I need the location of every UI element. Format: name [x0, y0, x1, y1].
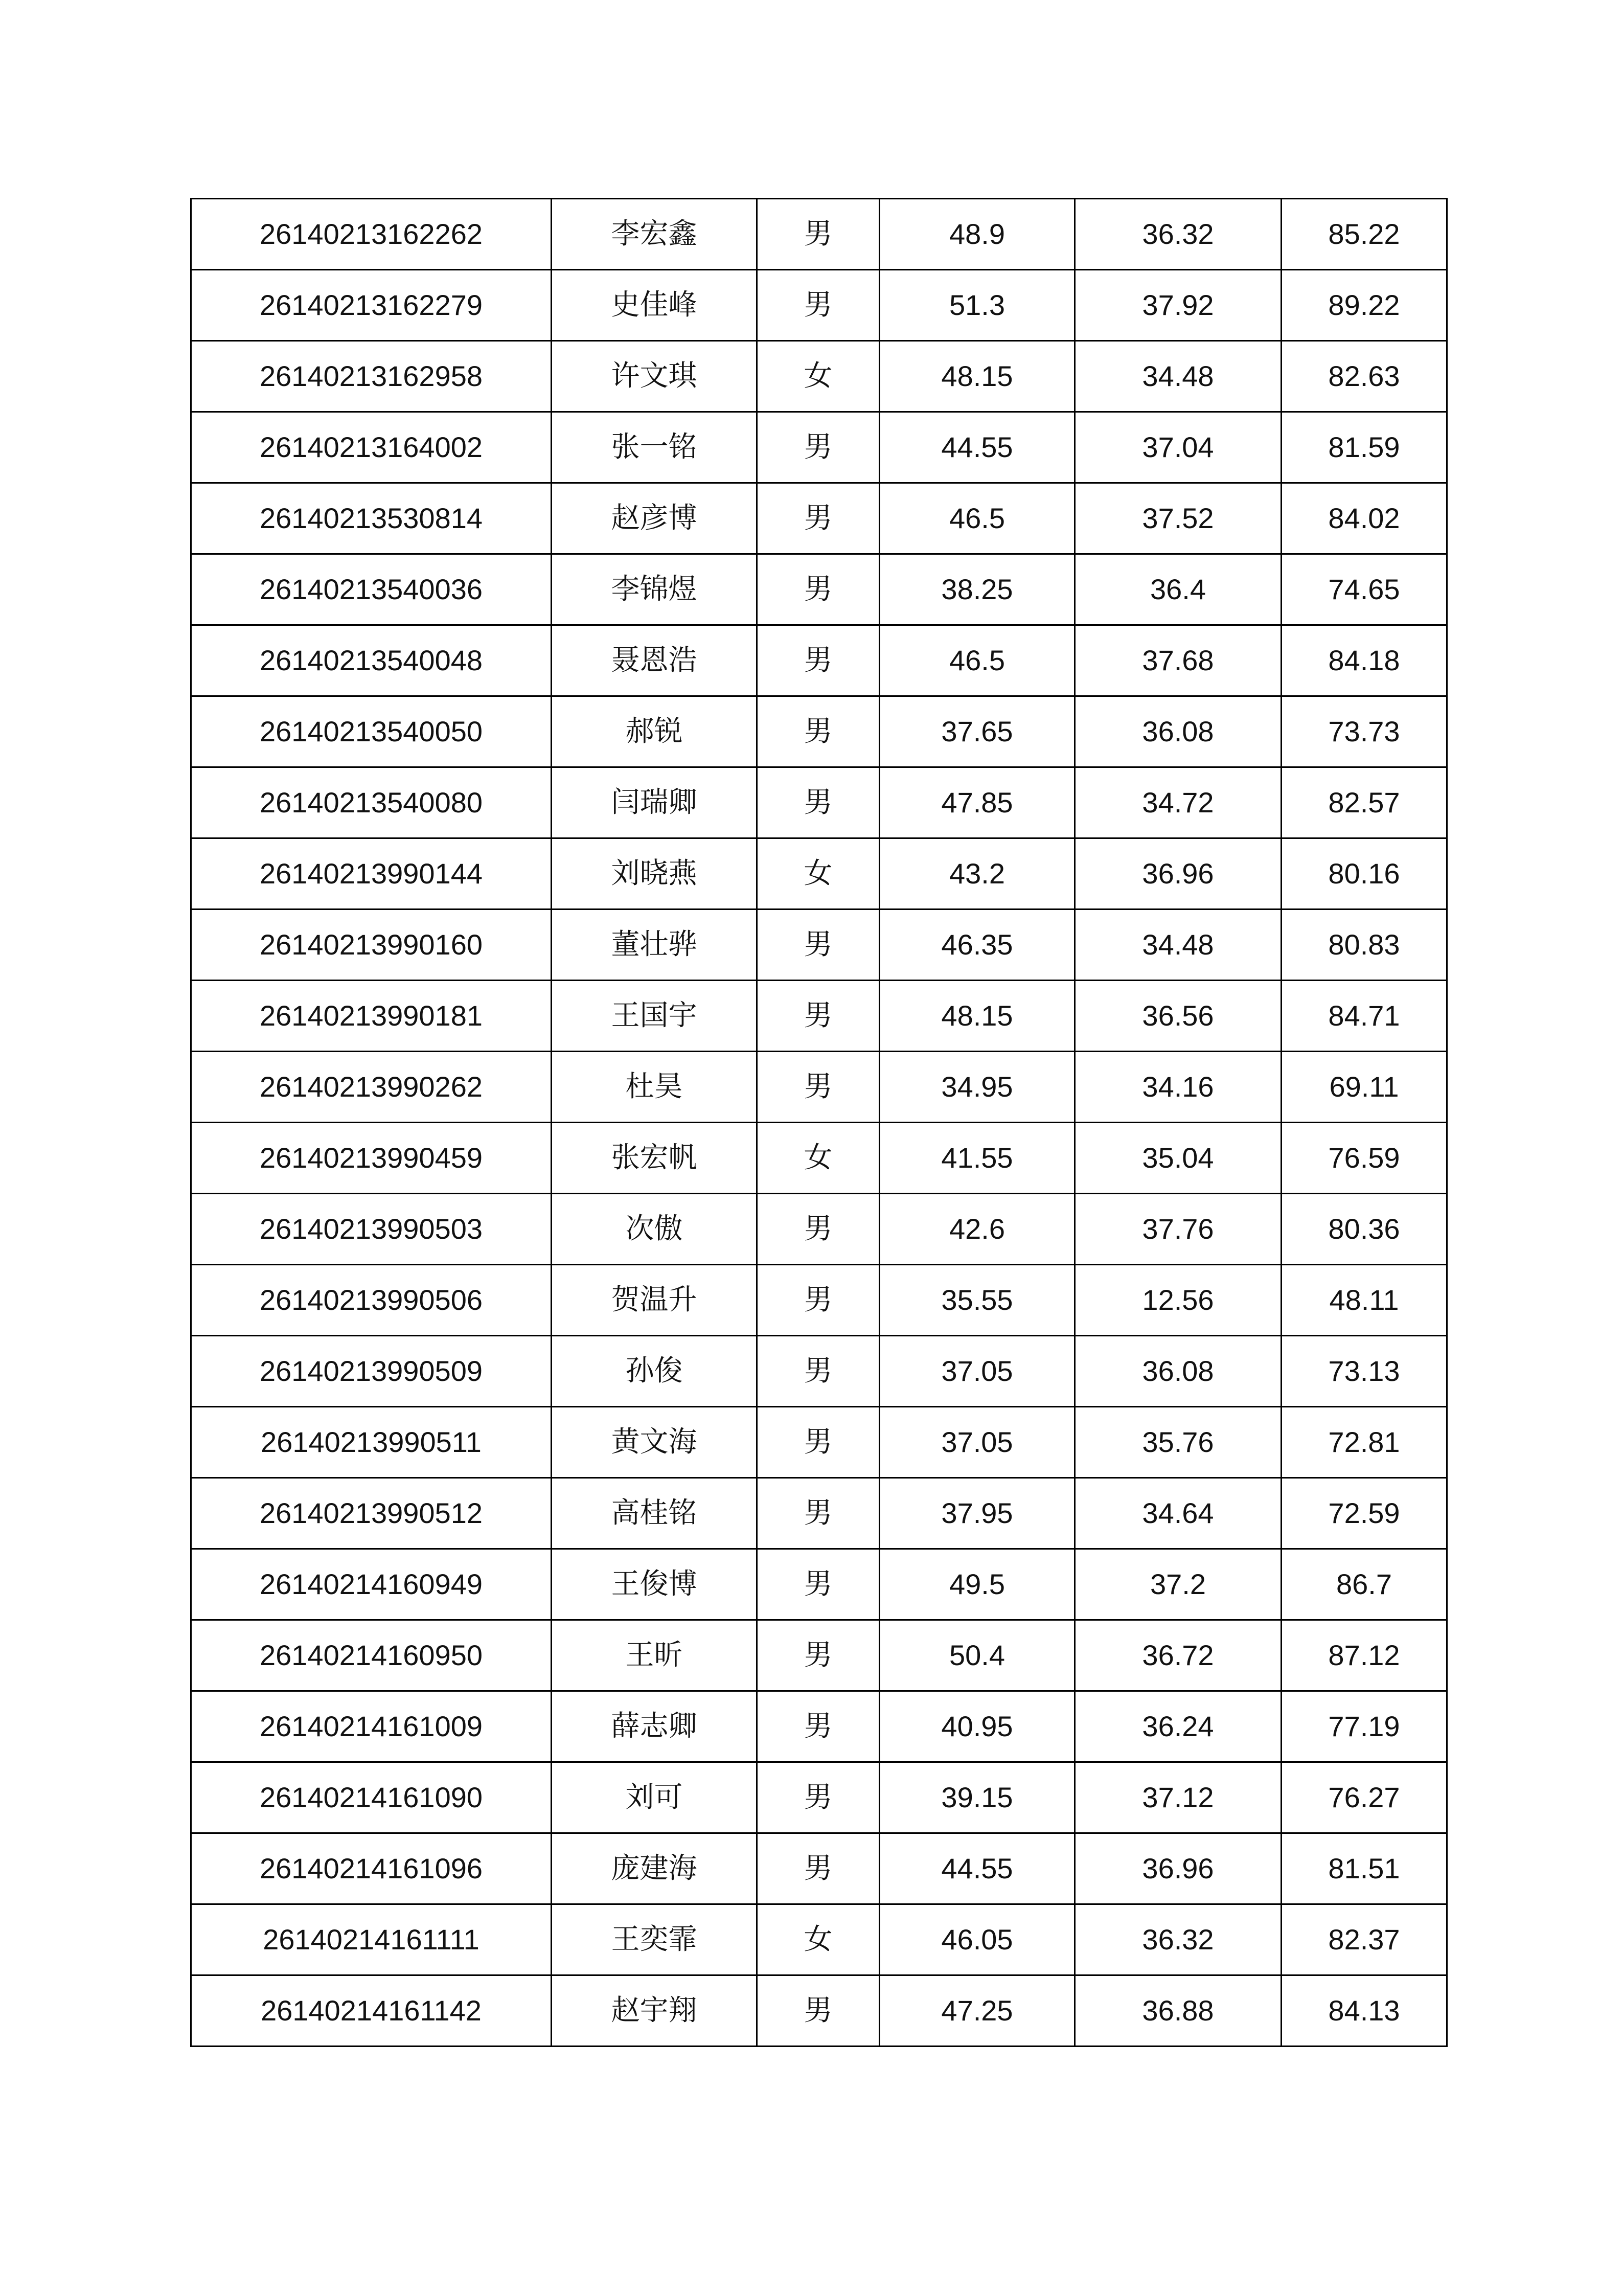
total-cell: 84.71 [1282, 981, 1447, 1052]
score1-cell: 51.3 [880, 270, 1075, 341]
total-cell: 73.13 [1282, 1336, 1447, 1407]
name-cell: 杜昊 [552, 1052, 757, 1123]
candidate-id-cell: 26140213990144 [191, 838, 552, 910]
gender-cell: 男 [757, 910, 880, 981]
gender-cell: 女 [757, 838, 880, 910]
name-cell: 许文琪 [552, 341, 757, 412]
score2-cell: 36.4 [1075, 554, 1282, 625]
table-row [191, 1123, 1447, 1194]
score1-cell: 47.25 [880, 1975, 1075, 2047]
name-cell: 黄文海 [552, 1407, 757, 1478]
name-cell: 王奕霏 [552, 1904, 757, 1975]
gender-cell: 男 [757, 1336, 880, 1407]
score2-cell: 36.32 [1075, 199, 1282, 270]
score2-cell: 34.48 [1075, 341, 1282, 412]
name-cell: 刘可 [552, 1762, 757, 1833]
score1-cell: 37.65 [880, 696, 1075, 767]
score1-cell: 35.55 [880, 1265, 1075, 1336]
table-row [191, 1904, 1447, 1975]
name-cell: 孙俊 [552, 1336, 757, 1407]
gender-cell: 女 [757, 1904, 880, 1975]
gender-cell: 男 [757, 1265, 880, 1336]
table-row [191, 696, 1447, 767]
total-cell: 89.22 [1282, 270, 1447, 341]
gender-cell: 男 [757, 625, 880, 696]
score2-cell: 36.96 [1075, 1833, 1282, 1904]
candidate-id-cell: 26140213540050 [191, 696, 552, 767]
score2-cell: 37.04 [1075, 412, 1282, 483]
name-cell: 李锦煜 [552, 554, 757, 625]
candidate-id-cell: 26140213540080 [191, 767, 552, 838]
score2-cell: 36.08 [1075, 1336, 1282, 1407]
candidate-id-cell: 26140214161009 [191, 1691, 552, 1762]
score-table [190, 198, 1448, 2047]
total-cell: 87.12 [1282, 1620, 1447, 1691]
gender-cell: 男 [757, 1549, 880, 1620]
candidate-id-cell: 26140213162279 [191, 270, 552, 341]
table-row [191, 838, 1447, 910]
candidate-id-cell: 26140214161111 [191, 1904, 552, 1975]
score1-cell: 34.95 [880, 1052, 1075, 1123]
score1-cell: 48.9 [880, 199, 1075, 270]
candidate-id-cell: 26140213990506 [191, 1265, 552, 1336]
total-cell: 82.63 [1282, 341, 1447, 412]
table-row [191, 199, 1447, 270]
score1-cell: 37.05 [880, 1336, 1075, 1407]
score1-cell: 40.95 [880, 1691, 1075, 1762]
table-row [191, 483, 1447, 554]
candidate-id-cell: 26140214161090 [191, 1762, 552, 1833]
score1-cell: 46.35 [880, 910, 1075, 981]
score2-cell: 36.56 [1075, 981, 1282, 1052]
total-cell: 86.7 [1282, 1549, 1447, 1620]
gender-cell: 男 [757, 412, 880, 483]
score2-cell: 12.56 [1075, 1265, 1282, 1336]
total-cell: 72.81 [1282, 1407, 1447, 1478]
score1-cell: 48.15 [880, 341, 1075, 412]
candidate-id-cell: 26140213990181 [191, 981, 552, 1052]
name-cell: 王昕 [552, 1620, 757, 1691]
table-row [191, 981, 1447, 1052]
score1-cell: 38.25 [880, 554, 1075, 625]
score2-cell: 36.72 [1075, 1620, 1282, 1691]
name-cell: 庞建海 [552, 1833, 757, 1904]
table-row [191, 1549, 1447, 1620]
gender-cell: 男 [757, 270, 880, 341]
candidate-id-cell: 26140213530814 [191, 483, 552, 554]
score2-cell: 36.32 [1075, 1904, 1282, 1975]
score1-cell: 43.2 [880, 838, 1075, 910]
total-cell: 82.57 [1282, 767, 1447, 838]
total-cell: 81.59 [1282, 412, 1447, 483]
total-cell: 76.27 [1282, 1762, 1447, 1833]
name-cell: 董壮骅 [552, 910, 757, 981]
candidate-id-cell: 26140213990459 [191, 1123, 552, 1194]
table-row [191, 910, 1447, 981]
score-table-body [191, 199, 1447, 2047]
score1-cell: 46.5 [880, 483, 1075, 554]
candidate-id-cell: 26140213540036 [191, 554, 552, 625]
gender-cell: 男 [757, 767, 880, 838]
candidate-id-cell: 26140214161096 [191, 1833, 552, 1904]
score1-cell: 46.5 [880, 625, 1075, 696]
candidate-id-cell: 26140213990503 [191, 1194, 552, 1265]
score2-cell: 36.96 [1075, 838, 1282, 910]
gender-cell: 男 [757, 696, 880, 767]
candidate-id-cell: 26140213162958 [191, 341, 552, 412]
total-cell: 85.22 [1282, 199, 1447, 270]
table-row [191, 1975, 1447, 2047]
score1-cell: 37.95 [880, 1478, 1075, 1549]
gender-cell: 男 [757, 1975, 880, 2047]
score1-cell: 44.55 [880, 412, 1075, 483]
table-row [191, 1762, 1447, 1833]
name-cell: 李宏鑫 [552, 199, 757, 270]
total-cell: 80.16 [1282, 838, 1447, 910]
score2-cell: 37.76 [1075, 1194, 1282, 1265]
name-cell: 聂恩浩 [552, 625, 757, 696]
gender-cell: 男 [757, 1620, 880, 1691]
candidate-id-cell: 26140213540048 [191, 625, 552, 696]
total-cell: 72.59 [1282, 1478, 1447, 1549]
gender-cell: 男 [757, 199, 880, 270]
candidate-id-cell: 26140213162262 [191, 199, 552, 270]
table-row [191, 767, 1447, 838]
gender-cell: 男 [757, 1478, 880, 1549]
candidate-id-cell: 26140213990511 [191, 1407, 552, 1478]
score2-cell: 34.64 [1075, 1478, 1282, 1549]
total-cell: 48.11 [1282, 1265, 1447, 1336]
score2-cell: 35.76 [1075, 1407, 1282, 1478]
score1-cell: 48.15 [880, 981, 1075, 1052]
table-row [191, 1833, 1447, 1904]
total-cell: 82.37 [1282, 1904, 1447, 1975]
total-cell: 80.36 [1282, 1194, 1447, 1265]
table-row [191, 1691, 1447, 1762]
gender-cell: 男 [757, 1691, 880, 1762]
gender-cell: 女 [757, 1123, 880, 1194]
gender-cell: 男 [757, 1762, 880, 1833]
name-cell: 刘晓燕 [552, 838, 757, 910]
name-cell: 王俊博 [552, 1549, 757, 1620]
name-cell: 贺温升 [552, 1265, 757, 1336]
name-cell: 郝锐 [552, 696, 757, 767]
gender-cell: 男 [757, 1407, 880, 1478]
candidate-id-cell: 26140214160950 [191, 1620, 552, 1691]
table-row [191, 1620, 1447, 1691]
score2-cell: 34.72 [1075, 767, 1282, 838]
score2-cell: 36.08 [1075, 696, 1282, 767]
score2-cell: 37.68 [1075, 625, 1282, 696]
total-cell: 80.83 [1282, 910, 1447, 981]
table-row [191, 341, 1447, 412]
name-cell: 张一铭 [552, 412, 757, 483]
score2-cell: 34.16 [1075, 1052, 1282, 1123]
name-cell: 闫瑞卿 [552, 767, 757, 838]
name-cell: 次傲 [552, 1194, 757, 1265]
total-cell: 76.59 [1282, 1123, 1447, 1194]
candidate-id-cell: 26140213990262 [191, 1052, 552, 1123]
score1-cell: 39.15 [880, 1762, 1075, 1833]
score1-cell: 41.55 [880, 1123, 1075, 1194]
score2-cell: 37.52 [1075, 483, 1282, 554]
table-row [191, 270, 1447, 341]
name-cell: 赵宇翔 [552, 1975, 757, 2047]
score1-cell: 42.6 [880, 1194, 1075, 1265]
name-cell: 史佳峰 [552, 270, 757, 341]
candidate-id-cell: 26140213164002 [191, 412, 552, 483]
table-row [191, 625, 1447, 696]
total-cell: 69.11 [1282, 1052, 1447, 1123]
table-row [191, 554, 1447, 625]
score2-cell: 35.04 [1075, 1123, 1282, 1194]
total-cell: 77.19 [1282, 1691, 1447, 1762]
score1-cell: 46.05 [880, 1904, 1075, 1975]
table-row [191, 1052, 1447, 1123]
score1-cell: 47.85 [880, 767, 1075, 838]
total-cell: 84.02 [1282, 483, 1447, 554]
gender-cell: 男 [757, 981, 880, 1052]
table-row [191, 1407, 1447, 1478]
total-cell: 81.51 [1282, 1833, 1447, 1904]
gender-cell: 男 [757, 1194, 880, 1265]
score2-cell: 34.48 [1075, 910, 1282, 981]
table-row [191, 1336, 1447, 1407]
score1-cell: 49.5 [880, 1549, 1075, 1620]
name-cell: 张宏帆 [552, 1123, 757, 1194]
total-cell: 84.18 [1282, 625, 1447, 696]
candidate-id-cell: 26140214161142 [191, 1975, 552, 2047]
score1-cell: 37.05 [880, 1407, 1075, 1478]
candidate-id-cell: 26140213990512 [191, 1478, 552, 1549]
score2-cell: 36.24 [1075, 1691, 1282, 1762]
table-row [191, 1265, 1447, 1336]
score2-cell: 36.88 [1075, 1975, 1282, 2047]
table-row [191, 412, 1447, 483]
total-cell: 84.13 [1282, 1975, 1447, 2047]
score2-cell: 37.12 [1075, 1762, 1282, 1833]
name-cell: 薛志卿 [552, 1691, 757, 1762]
table-row [191, 1478, 1447, 1549]
table-row [191, 1194, 1447, 1265]
gender-cell: 男 [757, 1052, 880, 1123]
candidate-id-cell: 26140213990160 [191, 910, 552, 981]
candidate-id-cell: 26140213990509 [191, 1336, 552, 1407]
gender-cell: 男 [757, 554, 880, 625]
name-cell: 王国宇 [552, 981, 757, 1052]
name-cell: 赵彦博 [552, 483, 757, 554]
total-cell: 74.65 [1282, 554, 1447, 625]
gender-cell: 男 [757, 483, 880, 554]
gender-cell: 男 [757, 1833, 880, 1904]
total-cell: 73.73 [1282, 696, 1447, 767]
score1-cell: 44.55 [880, 1833, 1075, 1904]
name-cell: 高桂铭 [552, 1478, 757, 1549]
score2-cell: 37.2 [1075, 1549, 1282, 1620]
gender-cell: 女 [757, 341, 880, 412]
score2-cell: 37.92 [1075, 270, 1282, 341]
candidate-id-cell: 26140214160949 [191, 1549, 552, 1620]
score1-cell: 50.4 [880, 1620, 1075, 1691]
